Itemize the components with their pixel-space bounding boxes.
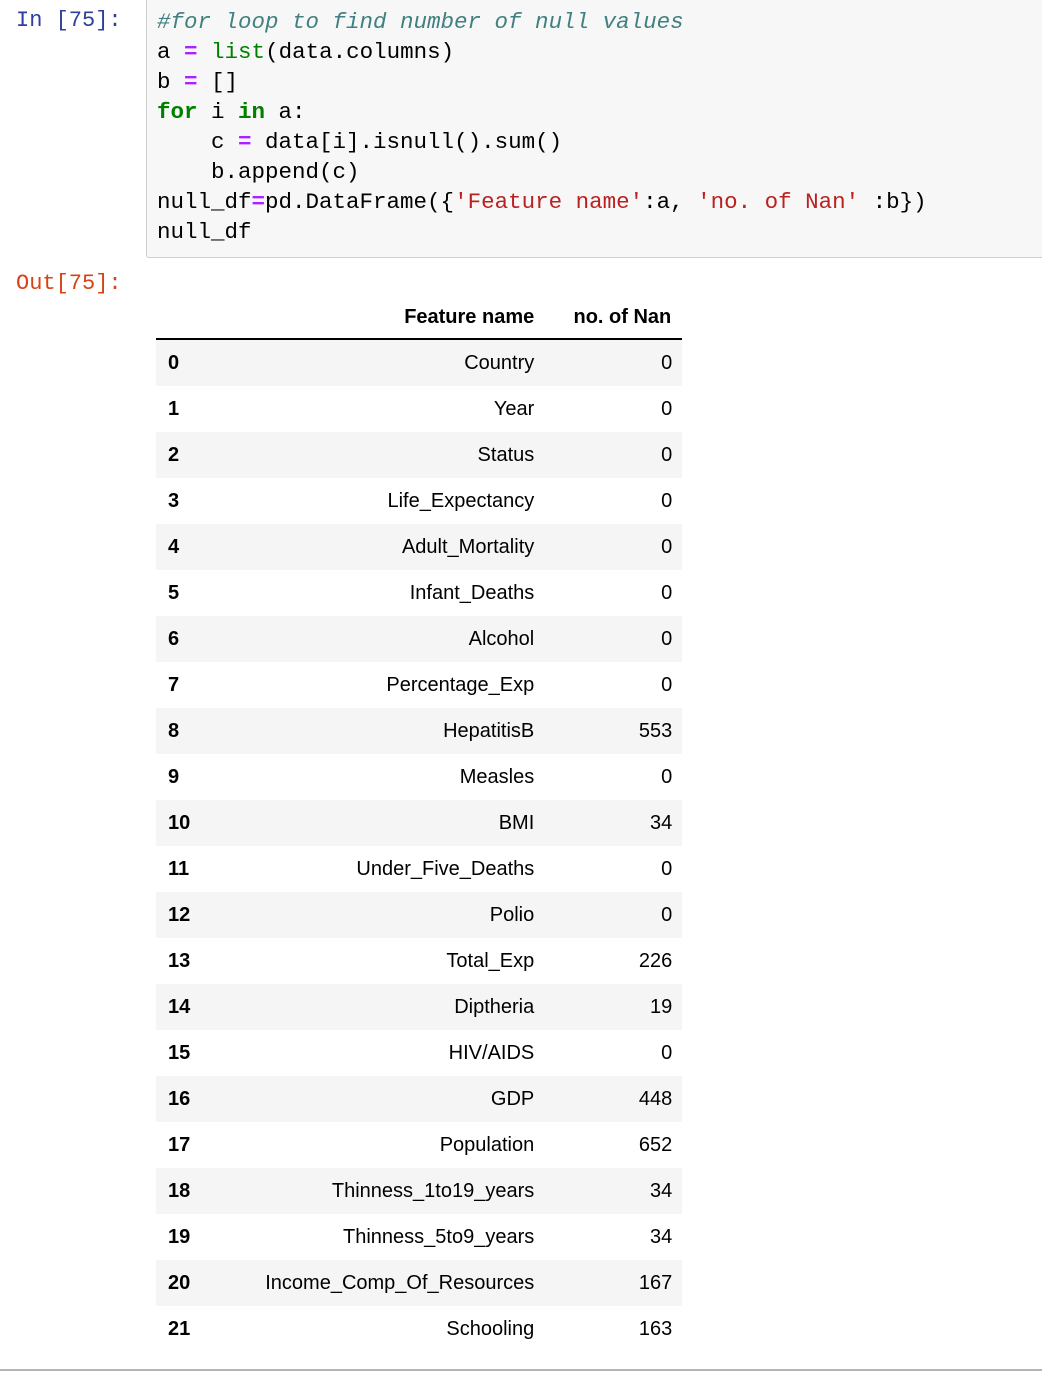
table-row [156, 432, 682, 478]
column-header-feature-name: Feature name [201, 296, 545, 339]
table-row [156, 1076, 682, 1122]
row-index: 21 [168, 1317, 191, 1340]
nan-count-cell: 0 [661, 535, 673, 558]
table-row [156, 524, 682, 570]
dataframe-table [156, 296, 682, 1352]
row-index: 2 [168, 443, 180, 466]
cell-divider [0, 1369, 1042, 1371]
nan-count-cell: 167 [638, 1271, 673, 1294]
code-comment: #for loop to find number of null values [157, 9, 684, 35]
row-index: 19 [168, 1225, 191, 1248]
nan-count-cell: 0 [661, 1041, 673, 1064]
nan-count-cell: 34 [650, 1225, 673, 1248]
table-row [156, 1306, 682, 1352]
feature-name-cell: Thinness_1to19_years [331, 1179, 535, 1202]
row-index: 8 [168, 719, 180, 742]
nan-count-cell: 0 [661, 351, 673, 374]
feature-name-cell: Polio [489, 903, 535, 926]
table-row [156, 1260, 682, 1306]
code-line-4: for i in a: [157, 99, 306, 125]
table-row [156, 708, 682, 754]
feature-name-cell: HepatitisB [443, 719, 535, 742]
row-index: 20 [168, 1271, 191, 1294]
row-index: 9 [168, 765, 180, 788]
feature-name-cell: GDP [490, 1087, 535, 1110]
table-row [156, 754, 682, 800]
code-line-7: null_df=pd.DataFrame({'Feature name':a, 'no. of Nan' :b}) [157, 189, 927, 215]
nan-count-cell: 0 [661, 627, 673, 650]
table-row [156, 892, 682, 938]
feature-name-cell: Income_Comp_Of_Resources [265, 1271, 535, 1294]
feature-name-cell: Alcohol [468, 627, 535, 650]
nan-count-cell: 448 [638, 1087, 673, 1110]
feature-name-cell: BMI [498, 811, 535, 834]
row-index: 16 [168, 1087, 191, 1110]
table-row [156, 1168, 682, 1214]
feature-name-cell: Year [493, 397, 535, 420]
nan-count-cell: 0 [661, 581, 673, 604]
row-index: 3 [168, 489, 180, 512]
row-index: 17 [168, 1133, 191, 1156]
row-index: 0 [168, 351, 180, 374]
nan-count-cell: 0 [661, 397, 673, 420]
code-line-8: null_df [157, 219, 252, 245]
feature-name-cell: Population [439, 1133, 535, 1156]
code-line-3: b = [] [157, 69, 239, 95]
output-prompt: Out[75]: [16, 271, 122, 296]
feature-name-cell: Life_Expectancy [387, 489, 535, 512]
row-index: 4 [168, 535, 180, 558]
nan-count-cell: 553 [638, 719, 673, 742]
code-line-5: c = data[i].isnull().sum() [157, 129, 563, 155]
index-header [156, 296, 201, 339]
table-row [156, 616, 682, 662]
row-index: 14 [168, 995, 191, 1018]
code-cell-editor[interactable] [146, 0, 1042, 258]
code-content[interactable] [147, 0, 1042, 247]
column-header-no-of-nan: no. of Nan [545, 296, 682, 339]
row-index: 10 [168, 811, 191, 834]
row-index: 13 [168, 949, 191, 972]
row-index: 6 [168, 627, 180, 650]
table-row [156, 938, 682, 984]
nan-count-cell: 163 [638, 1317, 673, 1340]
table-row [156, 662, 682, 708]
table-row [156, 1122, 682, 1168]
row-index: 7 [168, 673, 180, 696]
code-line-6: b.append(c) [157, 159, 360, 185]
row-index: 1 [168, 397, 180, 420]
row-index: 11 [168, 857, 190, 880]
nan-count-cell: 19 [650, 995, 673, 1018]
feature-name-cell: Schooling [446, 1317, 535, 1340]
table-row [156, 478, 682, 524]
row-index: 12 [168, 903, 191, 926]
feature-name-cell: Adult_Mortality [401, 535, 535, 558]
row-index: 18 [168, 1179, 191, 1202]
table-row [156, 1030, 682, 1076]
input-prompt: In [75]: [16, 8, 122, 33]
feature-name-cell: Country [464, 351, 535, 374]
nan-count-cell: 0 [661, 443, 673, 466]
nan-count-cell: 34 [650, 811, 673, 834]
nan-count-cell: 0 [661, 673, 673, 696]
table-row [156, 846, 682, 892]
table-row [156, 386, 682, 432]
feature-name-cell: Total_Exp [446, 949, 535, 972]
feature-name-cell: Measles [459, 765, 535, 788]
feature-name-cell: Percentage_Exp [386, 673, 535, 696]
row-index: 15 [168, 1041, 191, 1064]
output-area [156, 296, 682, 1352]
feature-name-cell: Infant_Deaths [409, 581, 535, 604]
nan-count-cell: 226 [638, 949, 673, 972]
nan-count-cell: 0 [661, 857, 673, 880]
nan-count-cell: 0 [661, 489, 673, 512]
feature-name-cell: HIV/AIDS [448, 1041, 535, 1064]
nan-count-cell: 652 [638, 1133, 673, 1156]
nan-count-cell: 34 [650, 1179, 673, 1202]
feature-name-cell: Thinness_5to9_years [343, 1225, 535, 1248]
feature-name-cell: Status [477, 443, 535, 466]
row-index: 5 [168, 581, 180, 604]
table-row [156, 1214, 682, 1260]
table-row [156, 984, 682, 1030]
table-row [156, 570, 682, 616]
feature-name-cell: Under_Five_Deaths [356, 857, 535, 880]
feature-name-cell: Diptheria [454, 995, 535, 1018]
nan-count-cell: 0 [661, 765, 673, 788]
table-row [156, 800, 682, 846]
code-line-2: a = list(data.columns) [157, 39, 455, 65]
table-row [156, 339, 682, 386]
nan-count-cell: 0 [661, 903, 673, 926]
table-header-row [156, 296, 682, 339]
